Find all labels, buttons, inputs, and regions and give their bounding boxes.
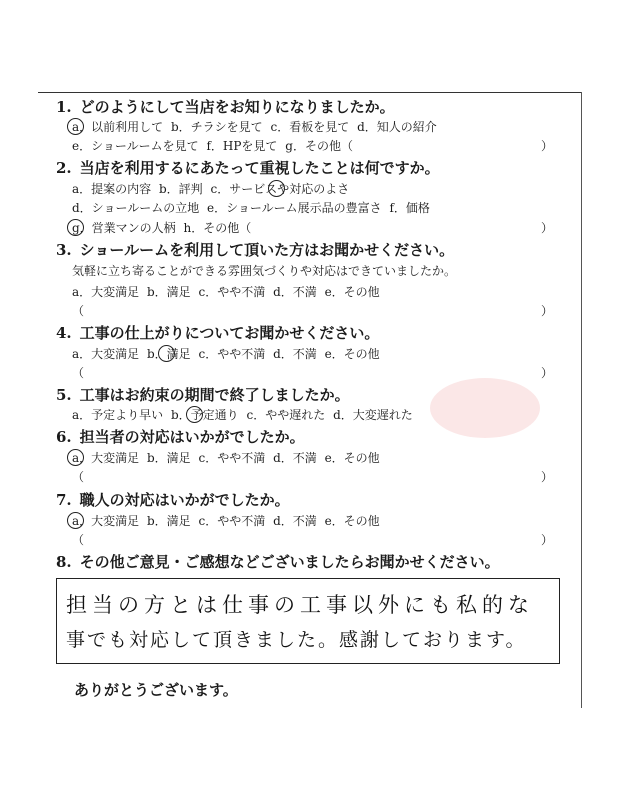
question-1-options-row-2 [72,137,357,154]
selected-mark-6a [67,449,84,466]
selected-mark-4b [158,345,175,362]
paren-open-7: （ [72,533,85,547]
question-2-options-row-3 [72,219,255,236]
paren-close-7: ） [541,533,554,547]
question-1-options-row-1 [72,118,441,135]
paren-close-1: ） [541,139,554,153]
option-6d[interactable]: d．不満 [273,451,317,465]
question-5: 5. 工事はお約束の期間で終了しましたか。 [56,386,350,404]
paren-close-3: ） [541,304,554,318]
option-2b[interactable]: b．評判 [158,182,203,196]
option-4d[interactable]: d．不満 [273,347,317,361]
question-4-options [72,345,384,362]
option-6e[interactable]: e．その他 [324,451,380,465]
question-2-options-row-2 [72,199,434,216]
option-1e[interactable]: e．ショールームを見て [72,139,199,153]
option-7e[interactable]: e．その他 [324,514,380,528]
option-5d[interactable]: d．大変遅れた [333,408,413,422]
option-2f[interactable]: f．価格 [389,201,430,215]
option-3a[interactable]: a．大変満足 [72,285,140,299]
option-4a[interactable]: a．大変満足 [72,347,140,361]
option-4b[interactable]: b．満足 [146,347,191,361]
paren-open-6: （ [72,470,85,484]
option-3c[interactable]: c．やや不満 [198,285,266,299]
option-6a[interactable]: a．大変満足 [72,451,140,465]
option-2h[interactable]: h．その他（ [183,221,252,235]
question-6: 6. 担当者の対応はいかがでしたか。 [56,428,305,446]
page-right-edge [581,92,582,708]
option-5c[interactable]: c．やや遅れた [246,408,326,422]
option-1f[interactable]: f．HPを見て [206,139,278,153]
selected-mark-7a [67,512,84,529]
option-1d[interactable]: d．知人の紹介 [357,120,437,134]
question-8: 8. その他ご意見・ご感想などございましたらお聞かせください。 [56,553,500,571]
selected-mark-2g [67,219,84,236]
paren-close-2: ） [541,221,554,235]
option-5b[interactable]: b．予定通り [170,408,239,422]
option-4e[interactable]: e．その他 [324,347,380,361]
option-1a[interactable]: a．以前利用して [72,120,164,134]
option-1b[interactable]: b．チラシを見て [170,120,263,134]
question-2-options-row-1 [72,180,353,197]
question-7-options [72,512,384,529]
option-7a[interactable]: a．大変満足 [72,514,140,528]
paren-open-3: （ [72,304,85,318]
option-7d[interactable]: d．不満 [273,514,317,528]
question-3-options [72,283,384,300]
selected-mark-1a [67,118,84,135]
option-3e[interactable]: e．その他 [324,285,380,299]
question-6-options [72,449,384,466]
question-5-options [72,406,417,423]
option-1g[interactable]: g．その他（ [285,139,353,153]
option-2g[interactable]: g．営業マンの人柄 [72,221,176,235]
option-6b[interactable]: b．満足 [146,451,191,465]
question-4: 4. 工事の仕上がりについてお聞かせください。 [56,324,380,342]
selected-mark-5b [186,406,203,423]
option-4c[interactable]: c．やや不満 [198,347,266,361]
option-2c[interactable]: c．サービスや対応のよさ [210,182,350,196]
option-7b[interactable]: b．満足 [146,514,191,528]
page-top-rule [38,92,581,93]
option-2a[interactable]: a．提案の内容 [72,182,152,196]
paren-open-4: （ [72,366,85,380]
ink-stain [430,378,540,438]
option-1c[interactable]: c．看板を見て [270,120,350,134]
option-2e[interactable]: e．ショールーム展示品の豊富さ [207,201,382,215]
closing-thanks: ありがとうございます。 [74,681,238,699]
selected-mark-2c [268,180,285,197]
question-2: 2. 当店を利用するにあたって重視したことは何ですか。 [56,159,440,177]
question-7: 7. 職人の対応はいかがでしたか。 [56,491,290,509]
option-6c[interactable]: c．やや不満 [198,451,266,465]
option-2d[interactable]: d．ショールームの立地 [72,201,200,215]
option-7c[interactable]: c．やや不満 [198,514,266,528]
question-1: 1. どのようにして当店をお知りになりましたか。 [56,98,395,116]
handwritten-comment-line-1: 担当の方とは仕事の工事以外にも私的な [66,593,534,617]
option-3b[interactable]: b．満足 [146,285,191,299]
question-3-note: 気軽に立ち寄ることができる雰囲気づくりや対応はできていましたか。 [72,264,457,278]
paren-close-4: ） [541,366,554,380]
option-3d[interactable]: d．不満 [273,285,317,299]
handwritten-comment-line-2: 事でも対応して頂きました。感謝しております。 [66,629,527,651]
question-3: 3. ショールームを利用して頂いた方はお聞かせください。 [56,241,455,259]
paren-close-6: ） [541,470,554,484]
option-5a[interactable]: a．予定より早い [72,408,164,422]
